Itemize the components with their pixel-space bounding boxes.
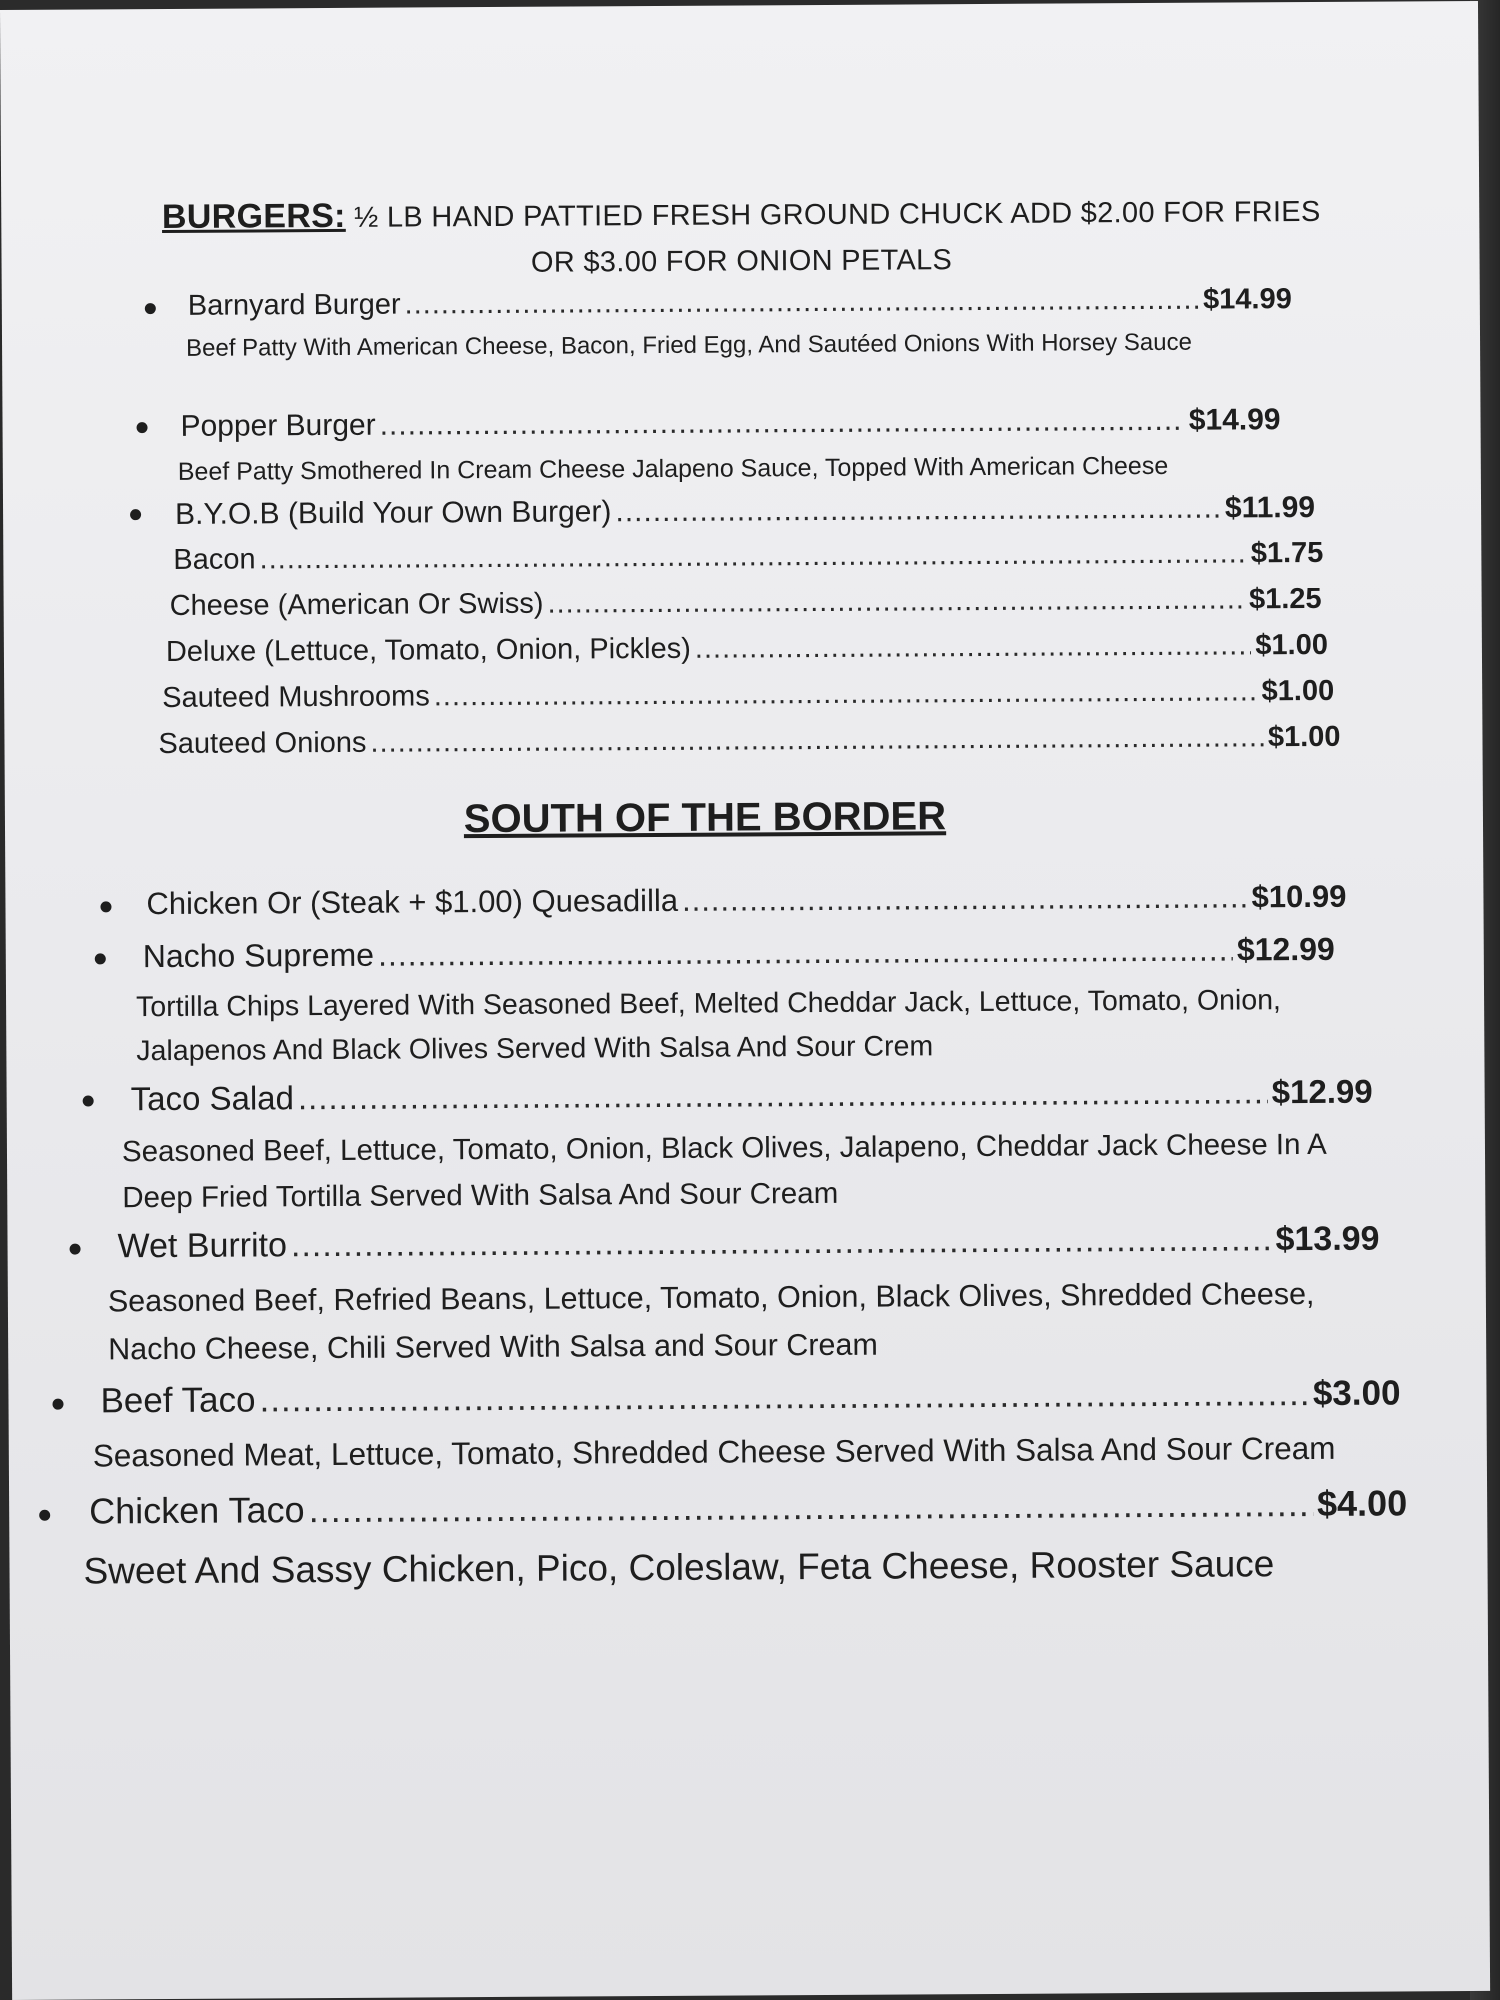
item-name: Chicken Or (Steak + $1.00) Quesadilla [146, 882, 679, 922]
item-name: Popper Burger [180, 408, 376, 443]
item-price: $12.99 [1236, 930, 1335, 968]
item-price: $14.99 [1202, 283, 1292, 316]
item-name: Wet Burrito [117, 1226, 288, 1266]
menu-item-quesadilla [146, 879, 1346, 922]
bullet-icon [145, 303, 156, 314]
dot-leader [370, 721, 1264, 759]
menu-item-beef-taco [100, 1373, 1400, 1421]
dot-leader [259, 1374, 1309, 1420]
south-heading: SOUTH OF THE BORDER [463, 794, 947, 842]
addon-price: $1.75 [1250, 536, 1324, 570]
addon-cheese [170, 583, 1322, 623]
dot-leader [547, 583, 1245, 620]
item-description: Beef Patty With American Cheese, Bacon, Fried Egg, And Sautéed Onions With Horsey Sauce [185, 328, 1192, 362]
item-name: Chicken Taco [89, 1489, 305, 1532]
item-price: $14.99 [1188, 403, 1281, 437]
dot-leader [682, 879, 1248, 918]
dot-leader [309, 1483, 1314, 1531]
menu-item-taco-salad [131, 1073, 1373, 1119]
addon-name: Bacon [173, 543, 256, 576]
addon-name: Deluxe (Lettuce, Tomato, Onion, Pickles) [165, 632, 691, 668]
item-description: Seasoned Beef, Refried Beans, Lettuce, Tomato, Onion, Black Olives, Shredded Cheese, Nacho Cheese, Chili Served With Salsa and Sour Cream [107, 1276, 1315, 1367]
item-description: Tortilla Chips Layered With Seasoned Beef, Melted Cheddar Jack, Lettuce, Tomato, Onion, Jalapenos And Black Olives Served With Salsa And Sour Crem [135, 984, 1282, 1068]
dot-leader [378, 931, 1233, 973]
dot-leader [259, 537, 1246, 576]
addon-price: $1.00 [1267, 720, 1341, 754]
menu-page [0, 1, 1490, 2000]
bullet-icon [52, 1399, 63, 1410]
dot-leader [298, 1073, 1268, 1117]
item-price: $12.99 [1271, 1072, 1373, 1111]
item-price: $10.99 [1251, 878, 1347, 915]
dot-leader [434, 675, 1258, 713]
addon-name: Sauteed Mushrooms [162, 680, 430, 715]
item-name: Beef Taco [100, 1380, 256, 1421]
menu-item-nacho-supreme [143, 931, 1335, 975]
item-price: $11.99 [1224, 490, 1316, 525]
item-description: Seasoned Meat, Lettuce, Tomato, Shredded Cheese Served With Salsa And Sour Cream [92, 1429, 1336, 1474]
addon-sauteed-mushrooms [162, 675, 1334, 715]
bullet-icon [83, 1095, 94, 1106]
bullet-icon [70, 1244, 81, 1255]
menu-item-wet-burrito [117, 1220, 1379, 1267]
menu-item-chicken-taco [89, 1482, 1407, 1532]
bullet-icon [95, 953, 106, 964]
item-price: $3.00 [1312, 1373, 1401, 1414]
item-description: Seasoned Beef, Lettuce, Tomato, Onion, Black Olives, Jalapeno, Cheddar Jack Cheese In A Deep Fried Tortilla Served With Salsa And Sour Cream [121, 1127, 1326, 1215]
item-name: Taco Salad [130, 1079, 295, 1118]
addon-price: $1.25 [1248, 582, 1322, 616]
addon-name: Cheese (American Or Swiss) [169, 587, 544, 622]
item-name: Nacho Supreme [142, 936, 375, 975]
addon-price: $1.00 [1255, 628, 1329, 662]
burgers-heading: BURGERS: [161, 196, 346, 237]
dot-leader [404, 284, 1199, 322]
bullet-icon [100, 901, 111, 912]
menu-item-byob [175, 491, 1315, 532]
menu-item-barnyard-burger [188, 283, 1292, 323]
item-name: B.Y.O.B (Build Your Own Burger) [174, 495, 612, 531]
addon-sauteed-onions [158, 721, 1340, 761]
item-description: Sweet And Sassy Chicken, Pico, Coleslaw, Feta Cheese, Rooster Sauce [83, 1543, 1275, 1592]
dot-leader [291, 1220, 1272, 1265]
dot-leader [695, 629, 1252, 665]
dot-leader [615, 492, 1221, 530]
addon-bacon [173, 537, 1323, 577]
addon-price: $1.00 [1261, 674, 1335, 708]
item-price: $13.99 [1275, 1219, 1380, 1259]
bullet-icon [130, 509, 141, 520]
burgers-subheading: ½ LB HAND PATTIED FRESH GROUND CHUCK ADD $2.00 FOR FRIES OR $3.00 FOR ONION PETALS [354, 195, 1321, 279]
item-name: Barnyard Burger [187, 288, 401, 322]
dot-leader [380, 404, 1185, 443]
bullet-icon [39, 1510, 50, 1521]
menu-item-popper-burger [180, 403, 1280, 444]
item-description: Beef Patty Smothered In Cream Cheese Jalapeno Sauce, Topped With American Cheese [177, 451, 1169, 486]
bullet-icon [137, 422, 148, 433]
addon-deluxe [166, 629, 1328, 669]
addon-name: Sauteed Onions [158, 726, 367, 761]
item-price: $4.00 [1316, 1482, 1408, 1524]
burgers-heading-block [161, 187, 1322, 288]
